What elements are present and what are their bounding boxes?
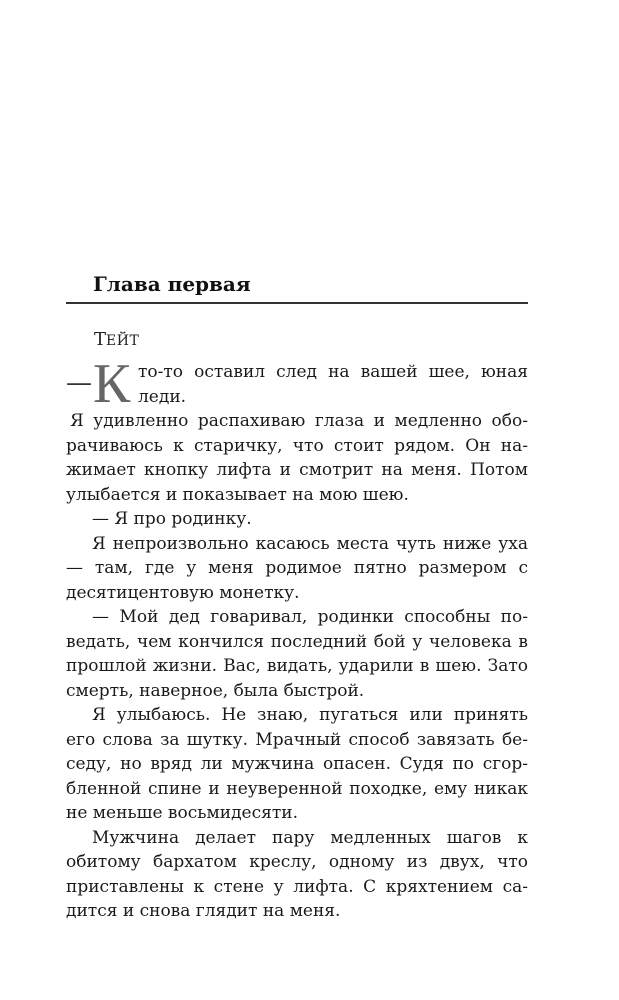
chapter-title: Глава первая (93, 272, 251, 296)
paragraph: Мужчина делает пару медленных шагов к обитому бархатом креслу, одному из двух, что приставлены к стене у лифта. С кряхтением садится и снова глядит на меня. (66, 827, 528, 921)
opening-line-text-2: леди. (138, 386, 187, 407)
opening-dash: — (66, 368, 92, 398)
pov-heading (94, 325, 528, 355)
drop-cap: К (93, 353, 131, 415)
paragraph: Я непроизвольно касаюсь места чуть ниже уха — там, где у меня родимое пятно размером с десятицентовую монетку. (66, 533, 528, 603)
pov-heading-rest: ЕЙТ (106, 333, 140, 349)
paragraph: — Мой дед говаривал, родинки способны поведать, чем кончился последний бой у человека в прошлой жизни. Вас, видать, ударили в шею. Зато смерть, наверное, была быстрой. (66, 607, 528, 701)
pov-heading-initial: Т (94, 329, 107, 350)
chapter-divider (66, 302, 528, 304)
book-text (66, 325, 528, 924)
opening-line-text-1: то-то оставил след на вашей шее, юная (138, 362, 528, 382)
paragraph: Я улыбаюсь. Не знаю, пугаться или принять его слова за шутку. Мрачный способ завязать беседу, но вряд ли мужчина опасен. Судя по сгорбленной спине и неуверенной походке, ему никак не меньше восьмидесяти. (66, 705, 528, 823)
opening-line (66, 353, 528, 415)
paragraph: — Я про родинку. (92, 509, 252, 529)
paragraph: Я удивленно распахиваю глаза и медленно оборачиваюсь к старичку, что стоит рядом. Он нажимает кнопку лифта и смотрит на меня. Потом улыбается и показывает на мою шею. (66, 411, 528, 505)
